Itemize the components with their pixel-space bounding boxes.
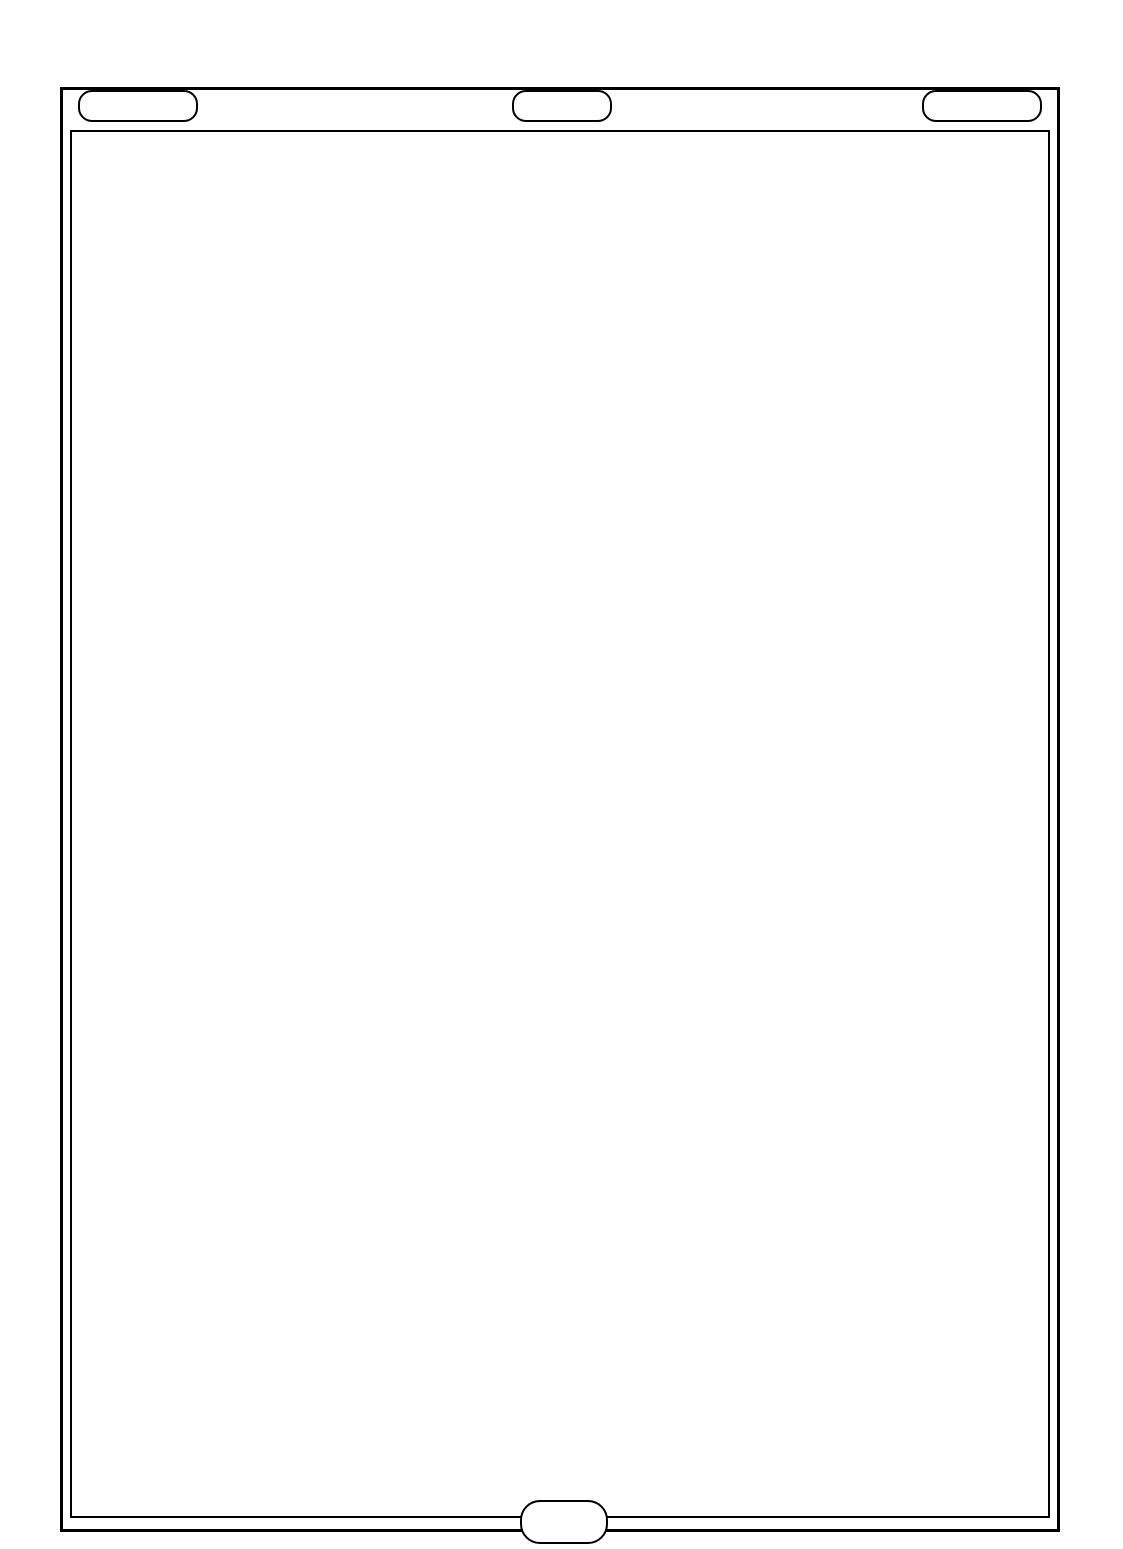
page-border-inner	[70, 130, 1050, 1518]
manzil-badge	[520, 1500, 608, 1544]
